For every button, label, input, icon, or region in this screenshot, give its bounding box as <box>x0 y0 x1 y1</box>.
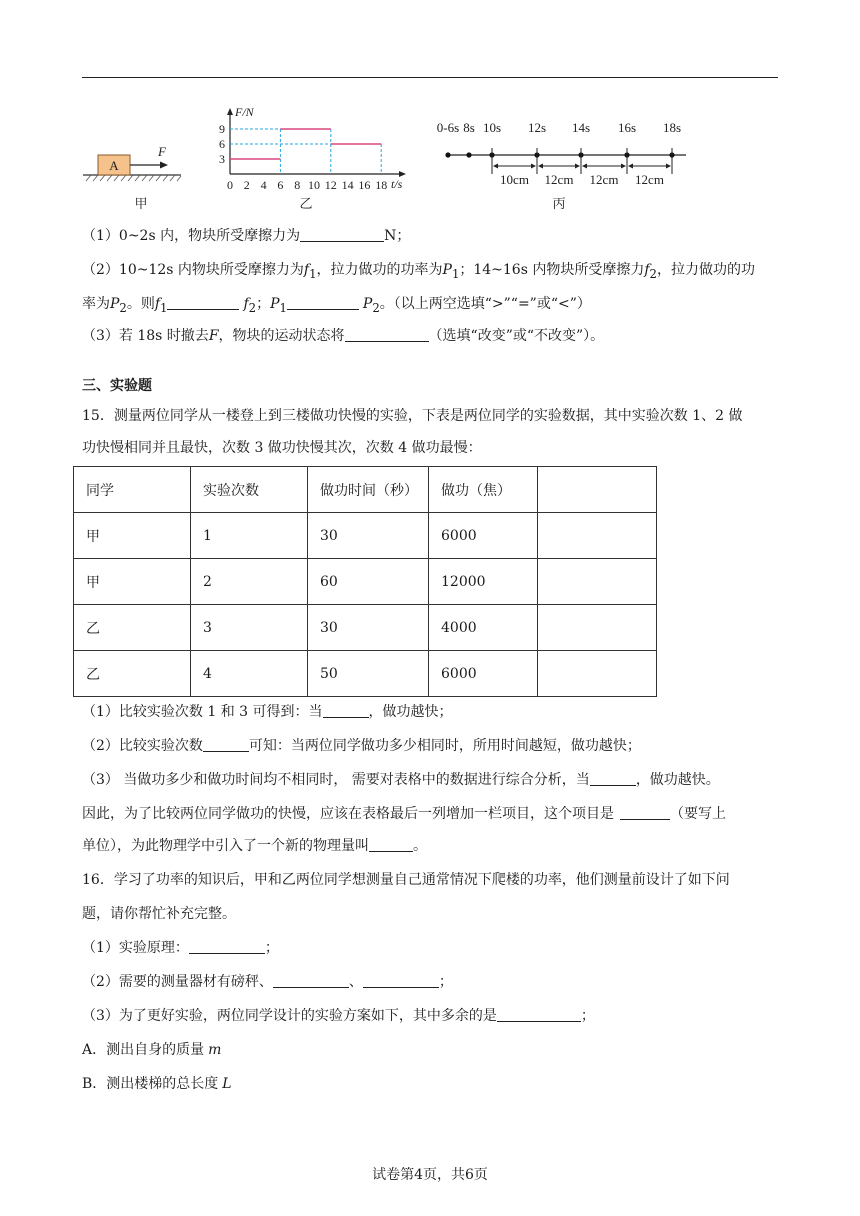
q14-p2-text-g: ； <box>256 296 271 312</box>
table-row <box>74 605 657 651</box>
sub-1: 1 <box>451 266 460 281</box>
q16-p2-text: （2）需要的测量器材有磅秤、 <box>82 974 273 990</box>
q15-p3-line2-text-b: （要写上 <box>670 806 726 822</box>
arrow-head-right <box>575 164 580 169</box>
figure-bing <box>437 120 686 211</box>
y-tick-label: 9 <box>219 122 225 136</box>
arrow-head-left <box>628 164 633 169</box>
sub-1: 1 <box>279 300 287 315</box>
force-label: F <box>158 144 166 159</box>
table-header-cell: 做功（焦） <box>429 467 538 513</box>
block-a-label: A <box>109 158 119 173</box>
distance-label: 12cm <box>544 172 574 187</box>
sym-P1: P <box>442 262 452 278</box>
y-tick-label: 3 <box>219 152 225 166</box>
sym-P2: P <box>110 296 120 312</box>
section-title: 三、实验题 <box>82 378 152 394</box>
q16-principle-blank[interactable] <box>189 939 265 954</box>
time-label: 18s <box>662 120 682 135</box>
q14-p1-blank[interactable] <box>300 227 384 242</box>
sym-f1: f <box>303 262 310 278</box>
sub-1: 1 <box>160 300 168 315</box>
table-cell: 2 <box>191 559 308 605</box>
q14-p3-blank[interactable] <box>345 327 429 342</box>
sym-f2: f <box>644 262 650 278</box>
q15-part3-line3 <box>82 836 782 856</box>
arrow-head-left <box>582 164 587 169</box>
x-tick-label: 4 <box>260 178 267 192</box>
table-cell: 60 <box>308 559 429 605</box>
q14-part3 <box>82 326 782 346</box>
q14-p2-text-b: ，拉力做功的功率为 <box>316 262 443 278</box>
q15-p3-line3-text: 单位），为此物理学中引入了一个新的物理量叫 <box>82 838 369 854</box>
q16-stem-line2: 题，请你帮忙补充完整。 <box>82 906 236 922</box>
figure-jia <box>83 144 181 211</box>
page-footer: 试卷第4页，共6页 <box>372 1167 488 1183</box>
sub-2: 2 <box>248 300 257 315</box>
table-cell: 甲 <box>74 559 191 605</box>
x-tick-label: 8 <box>294 178 301 192</box>
table-row <box>74 513 657 559</box>
q16-instrument-blank-2[interactable] <box>363 973 439 988</box>
x-tick-label: 18 <box>375 178 388 192</box>
time-label: 10s <box>482 120 502 135</box>
position-dot <box>466 152 471 157</box>
q15-p2-text: （2）比较实验次数 <box>82 738 203 754</box>
var-m: m <box>208 1042 222 1058</box>
q14-f-compare-blank[interactable] <box>167 295 239 310</box>
q14-part2-line2 <box>82 294 782 318</box>
q15-p2-blank[interactable] <box>203 737 249 752</box>
table-cell: 30 <box>308 513 429 559</box>
y-tick-label: 6 <box>219 137 225 151</box>
q15-p3-text: （3） 当做功多少和做功时间均不相同时， 需要对表格中的数据进行综合分析，当 <box>82 772 590 788</box>
x-tick-labels <box>227 178 387 192</box>
time-label: 16s <box>617 120 637 135</box>
sym-P2: P <box>362 296 373 312</box>
distance-label: 10cm <box>500 172 529 187</box>
q14-part2-line1 <box>82 260 782 284</box>
arrow-head-right <box>666 164 671 169</box>
time-label: 14s <box>571 120 591 135</box>
sub-2: 2 <box>119 300 127 315</box>
q14-p1-text: （1）0~2s 内，物块所受摩擦力为 <box>82 228 301 244</box>
q15-item-blank[interactable] <box>620 805 670 820</box>
var-L: L <box>222 1076 232 1092</box>
table-cell: 1 <box>191 513 308 559</box>
q14-p1-unit: N； <box>384 228 411 244</box>
q15-p3-text-b: ，做功越快。 <box>635 772 720 788</box>
table-cell-blank[interactable] <box>538 651 657 697</box>
header-rule <box>82 77 778 78</box>
arrow-head-left <box>493 164 498 169</box>
table-cell: 4000 <box>429 605 538 651</box>
table-cell-blank[interactable] <box>538 605 657 651</box>
q14-p2-text-c: ；14~16s 内物块所受摩擦力 <box>459 262 645 278</box>
q16-p1-text: （1）实验原理： <box>82 940 189 956</box>
y-tick-labels <box>219 122 225 166</box>
q16-p2-text-c: ； <box>438 974 453 990</box>
table-cell: 乙 <box>74 605 191 651</box>
x-tick-label: 0 <box>227 178 233 192</box>
sub-1: 1 <box>309 266 317 281</box>
table-header-cell-blank[interactable] <box>538 467 657 513</box>
q15-stem-line2: 功快慢相同并且最快，次数 3 做功快慢其次，次数 4 做功最慢： <box>82 440 482 456</box>
table-cell: 4 <box>191 651 308 697</box>
q16-p3-text: （3）为了更好实验，两位同学设计的实验方案如下，其中多余的是 <box>82 1008 497 1024</box>
sub-2: 2 <box>649 266 657 281</box>
q15-p3-line2-text: 因此，为了比较两位同学做功的快慢，应该在表格最后一列增加一栏项目，这个项目是 <box>82 806 614 822</box>
x-tick-label: 6 <box>277 178 284 192</box>
arrow-head-left <box>538 164 543 169</box>
option-a-text: A．测出自身的质量 <box>82 1042 205 1058</box>
q15-p1-blank[interactable] <box>323 703 369 718</box>
table-header-row <box>74 467 657 513</box>
time-label: 0-6s <box>436 120 460 135</box>
q16-p2-text-b: 、 <box>348 974 363 990</box>
q16-option-b <box>82 1074 782 1094</box>
table-cell: 50 <box>308 651 429 697</box>
q15-p2-text-b: 可知：当两位同学做功多少相同时，所用时间越短，做功越快； <box>248 738 641 754</box>
q15-part3 <box>82 770 782 790</box>
arrow-head-right <box>621 164 626 169</box>
figure-row <box>78 102 778 220</box>
caption-yi: 乙 <box>299 196 313 211</box>
time-label: 12s <box>527 120 547 135</box>
x-tick-label: 12 <box>324 178 337 192</box>
q16-p3-text-b: ； <box>580 1008 595 1024</box>
sym-f1: f <box>154 296 161 312</box>
q16-option-a <box>82 1040 782 1060</box>
q15-part3-line2 <box>82 804 782 824</box>
arrow-head-right <box>531 164 536 169</box>
q15-p1-text-b: ，做功越快； <box>368 704 453 720</box>
table-cell: 12000 <box>429 559 538 605</box>
distance-label: 12cm <box>635 172 664 187</box>
q14-p2-text-a: （2）10~12s 内物块所受摩擦力为 <box>82 262 304 278</box>
x-axis-label: t/s <box>391 177 403 191</box>
x-tick-label: 2 <box>243 178 250 192</box>
table-row <box>74 559 657 605</box>
table-cell: 3 <box>191 605 308 651</box>
x-tick-label: 10 <box>308 178 320 192</box>
table-cell: 6000 <box>429 651 538 697</box>
q16-redundant-blank[interactable] <box>497 1007 581 1022</box>
q15-stem-line1: 15．测量两位同学从一楼登上到三楼做功快慢的实验，下表是两位同学的实验数据，其中实验次数 1、2 做 <box>82 408 743 424</box>
q14-p-compare-blank[interactable] <box>287 295 359 310</box>
q16-instrument-blank-1[interactable] <box>273 973 349 988</box>
q14-part1 <box>82 226 782 246</box>
table-cell: 30 <box>308 605 429 651</box>
position-dot <box>445 152 450 157</box>
figure-yi <box>219 105 406 211</box>
position-markers <box>437 120 681 158</box>
y-axis-label: F/N <box>235 105 254 119</box>
sym-P1: P <box>270 296 280 312</box>
q15-part1 <box>82 702 782 722</box>
q16-p1-text-b: ； <box>264 940 279 956</box>
table-header-cell: 实验次数 <box>191 467 308 513</box>
q15-part2 <box>82 736 782 756</box>
q16-part2 <box>82 972 782 992</box>
option-b-text: B．测出楼梯的总长度 <box>82 1076 219 1092</box>
q16-part1 <box>82 938 782 958</box>
distance-label: 12cm <box>589 172 619 187</box>
q14-p3-text-c: （选填“改变”或“不改变”）。 <box>428 328 605 344</box>
time-label: 8s <box>463 120 475 135</box>
table-header-cell: 同学 <box>74 467 191 513</box>
force-graph <box>230 129 381 174</box>
x-tick-label: 16 <box>358 178 371 192</box>
q15-table <box>73 466 657 697</box>
table-cell: 甲 <box>74 513 191 559</box>
table-cell: 乙 <box>74 651 191 697</box>
q14-p2-text-f: 。则 <box>126 296 155 312</box>
table-row <box>74 651 657 697</box>
q15-p3-line3-text-b: 。 <box>413 838 427 854</box>
q16-part3 <box>82 1006 782 1026</box>
sym-F: F <box>208 328 219 344</box>
q16-stem-line1: 16．学习了功率的知识后，甲和乙两位同学想测量自己通常情况下爬楼的功率，他们测量前设计了如下问 <box>82 872 730 888</box>
q15-p1-text: （1）比较实验次数 1 和 3 可得到：当 <box>82 704 323 720</box>
sub-2: 2 <box>372 300 380 315</box>
table-cell: 6000 <box>429 513 538 559</box>
q14-p3-text-a: （3）若 18s 时撤去 <box>82 328 209 344</box>
x-tick-label: 14 <box>341 178 354 192</box>
table-cell-blank[interactable] <box>538 559 657 605</box>
q14-p2-text-e: 率为 <box>82 296 110 312</box>
q15-quantity-blank[interactable] <box>369 837 413 852</box>
table-header-cell: 做功时间（秒） <box>308 467 429 513</box>
q15-p3-blank[interactable] <box>590 771 636 786</box>
q14-p2-text-h: 。（以上两空选填“>”“=”或“<”） <box>379 296 591 312</box>
sym-f2: f <box>243 296 249 312</box>
table-cell-blank[interactable] <box>538 513 657 559</box>
caption-jia: 甲 <box>134 196 148 211</box>
q14-p3-text-b: ，物块的运动状态将 <box>218 328 345 344</box>
q14-p2-text-d: ，拉力做功的功 <box>656 262 755 278</box>
caption-bing: 丙 <box>552 196 566 211</box>
